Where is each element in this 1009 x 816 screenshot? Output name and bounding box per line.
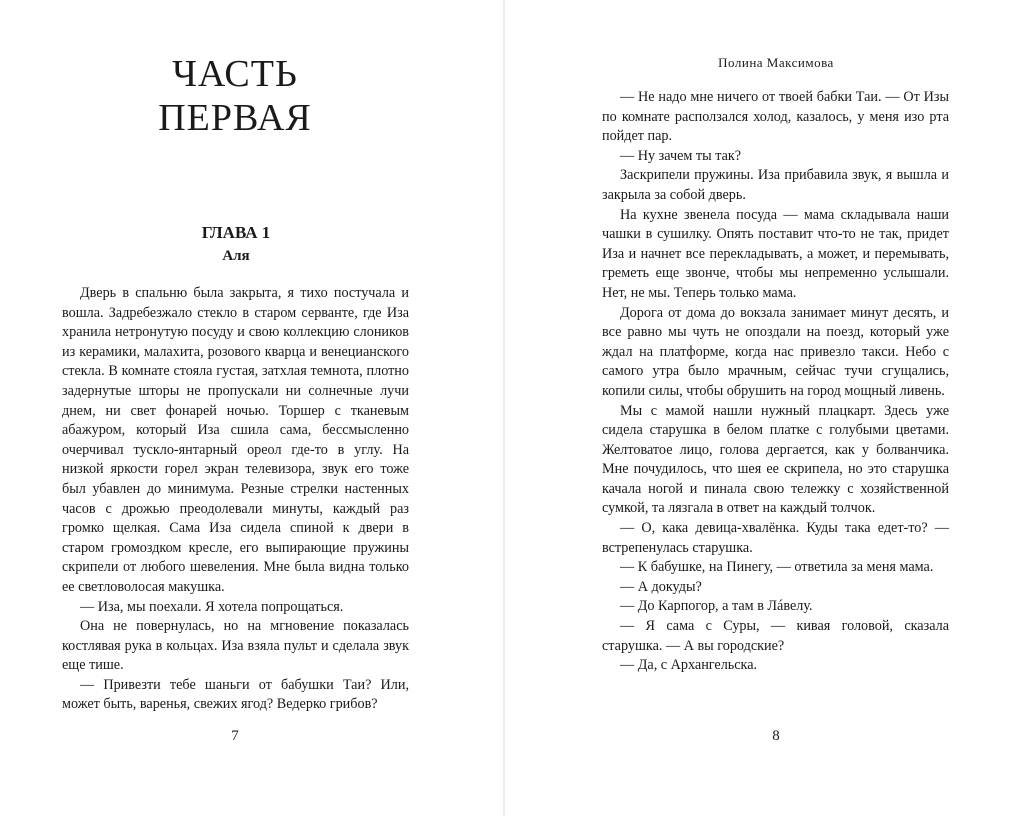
paragraph: — Да, с Архангельска. [620,657,758,674]
chapter-subtitle: Аля [222,248,250,264]
paragraph: Дверь в спальню была закрыта, я тихо постучала и вошла. Задребезжало стекло в старом серванте, где Иза хранила нетронутую посуду и свою коллекцию слоников из керамики, малахита, розового кварца и венецианского стекла. В комнате стояла густая, затхлая темнота, плотно задернутые шторы не пропускали ни солнечные лучи днем, ни свет фонарей ночью. Торшер с тканевым абажуром, который Иза сшила сама, бессмысленно очерчивал тускло-янтарный ореол где-то в углу. На низкой яркости горел экран телевизора, звук его тоже был убавлен до минимума. Резные стрелки настенных часов с дрожью преодолевали минуты, каждый раз громко щелкая. Сама Иза сидела спиной к двери в старом громоздком кресле, его выпирающие пружины скрипели от любого шевеления. Мне была видна только ее светловолосая макушка. [62,285,409,595]
paragraph: — Я сама с Суры, — кивая головой, сказала старушка. — А вы городские? [602,618,949,654]
chapter-title: ГЛАВА 1 [201,223,271,242]
page-number-right: 8 [772,728,780,744]
paragraph: — А докуды? [620,578,702,595]
part-title-line1: ЧАСТЬ [172,53,298,95]
paragraph: — До Карпогор, а там в Лáвелу. [620,598,813,615]
left-page [0,0,503,816]
left-page-body [62,284,409,715]
paragraph: — Иза, мы поехали. Я хотела попрощаться. [80,598,344,615]
part-title [0,52,470,140]
paragraph: Дорога от дома до вокзала занимает минут десять, и все равно мы чуть не опоздали на поезд, который уже ждал на платформе, когда нас привезло такси. Небо с самого утра было мрачным, сейчас тучи сгущались, копили силы, чтобы обрушить на город мощный ливень. [602,304,949,399]
running-head: Полина Максимова [718,55,834,70]
paragraph: — Привезти тебе шаньги от бабушки Таи? Или, может быть, варенья, свежих ягод? Ведерко грибов? [62,676,409,713]
paragraph: На кухне звенела посуда — мама складывала наши чашки в сушилку. Опять поставит что-то не так, придет Иза и начнет все перекладывать, а может, и перемывать, греметь еще звонче, чтобы мы непременно услышали. Нет, не мы. Теперь только мама. [602,206,949,301]
paragraph: Заскрипели пружины. Иза прибавила звук, я вышла и закрыла за собой дверь. [602,167,949,203]
part-title-line2: ПЕРВАЯ [158,97,312,139]
paragraph: — Ну зачем ты так? [620,147,742,164]
page-number-left: 7 [231,728,239,744]
paragraph: — Не надо мне ничего от твоей бабки Таи. — От Изы по комнате расползался холод, казалось, у меня изо рта пойдет пар. [602,89,949,145]
paragraph: — О, кака девица-хвалёнка. Куды така едет-то? — встрепенулась старушка. [602,520,949,556]
paragraph: Мы с мамой нашли нужный плацкарт. Здесь уже сидела старушка в белом платке с голубыми цветами. Желтоватое лицо, голова дергается, как у болванчика. Мне почудилось, что шея ее скрипела, но это старушка качала ногой и пинала свою тележку с хозяйственной сумкой, та лязгала в ответ на каждый толчок. [602,402,949,517]
paragraph: — К бабушке, на Пинегу, — ответила за меня мама. [620,559,934,576]
paragraph: Она не повернулась, но на мгновение показалась костлявая рука в кольцах. Иза взяла пульт и сделала звук еще тише. [62,618,409,674]
right-page-body [602,88,949,676]
